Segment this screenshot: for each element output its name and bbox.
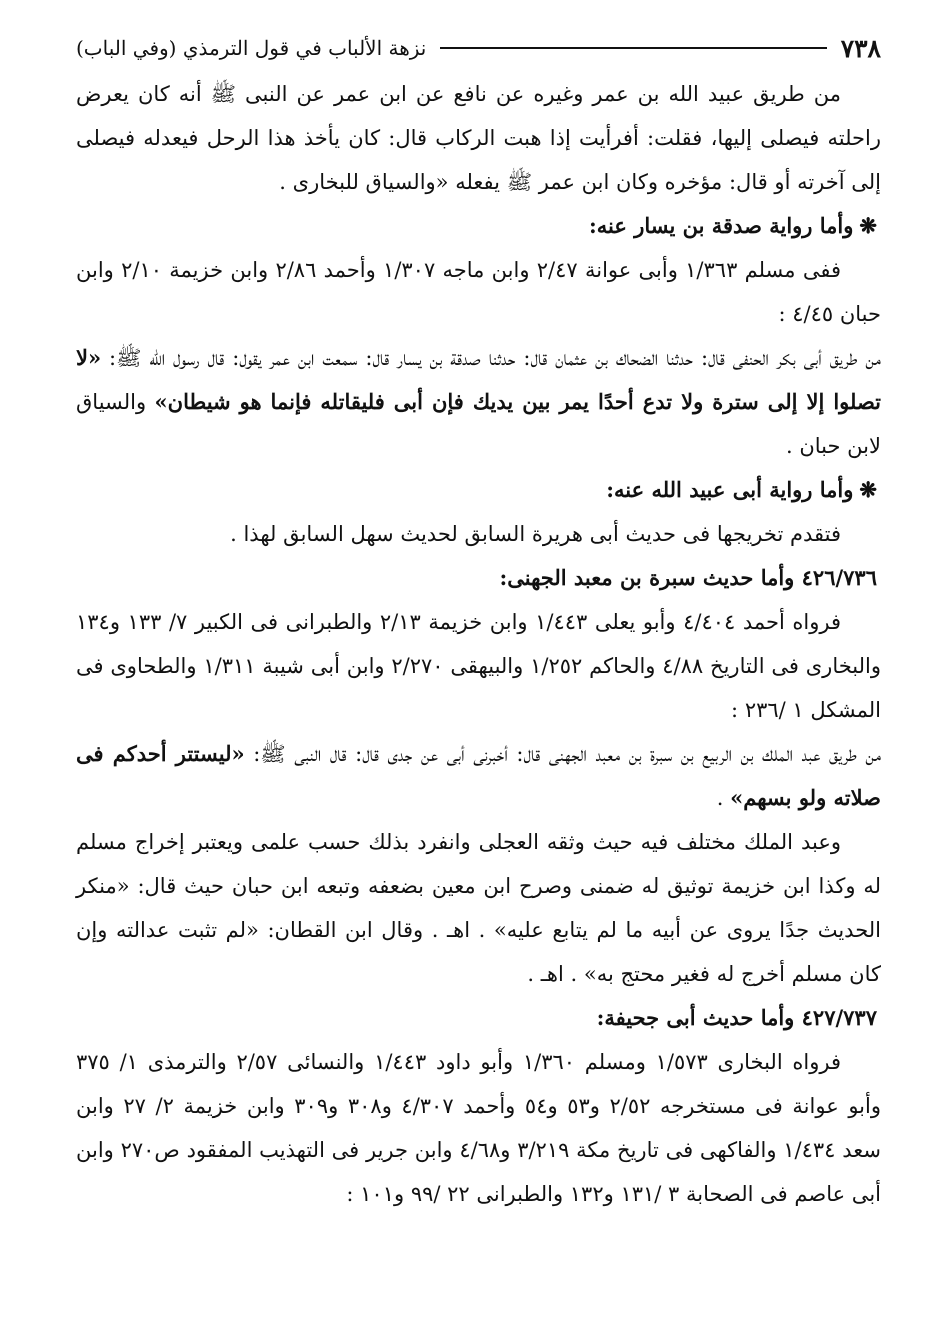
body-paragraph (76, 600, 881, 732)
page-number: ٧٣٨ (840, 33, 881, 63)
paragraph-text: فرواه أحمد ٤/٤٠٤ وأبو يعلى ١/٤٤٣ وابن خزيمة ٢/١٣ والطبرانى فى الكبير ٧/ ١٣٣ و١٣٤ والبخارى فى التاريخ ٤/٨٨ والحاكم ١/٢٥٢ والبيهقى ٢/٢٧٠ وابن أبى شيبة ١/٣١١ والطحاوى فى المشكل ١ /٢٣٦ : (76, 610, 881, 722)
body-paragraph (76, 248, 881, 336)
header-rule (440, 47, 826, 49)
section-heading-text: وأما رواية أبى عبيد الله عنه: (606, 477, 854, 502)
section-heading-text: وأما رواية صدقة بن يسار عنه: (589, 213, 854, 238)
body-paragraph (76, 1040, 881, 1216)
asterism-icon: ❋ (859, 477, 877, 502)
body-paragraph (76, 820, 881, 996)
paragraph-text: وعبد الملك مختلف فيه حيث وثقه العجلى وانفرد بذلك حسب علمى ويعتبر إخراج مسلم له وكذا ابن خزيمة توثيق له ضمنى وصرح ابن معين بضعفه وتبعه ابن حبان حيث قال: «منكر الحديث جدًا يروى عن أبيه ما لم يتابع عليه» . اهـ . وقال ابن القطان: «لم تثبت عدالته وإن كان مسلم أخرج له فغير محتج به» . اهـ . (76, 830, 881, 986)
page-body (76, 72, 881, 1216)
running-title: نزهة الألباب في قول الترمذي (وفي الباب) (76, 36, 427, 60)
asterism-icon: ❋ (859, 213, 877, 238)
paragraph-text: من طريق أبى بكر الحنفى قال: حدثنا الضحاك بن عثمان قال: حدثنا صدقة بن يسار قال: سمعت ابن عمر يقول: قال رسول الله ﷺ: (101, 346, 881, 370)
section-heading (76, 556, 881, 600)
paragraph-text: من طريق عبد الملك بن الربيع بن سبرة بن معبد الجهنى قال: أخبرنى أبى عن جدى قال: قال النبى ﷺ: (244, 742, 881, 766)
paragraph-text: فتقدم تخريجها فى حديث أبى هريرة السابق لحديث سهل السابق لهذا . (230, 522, 841, 546)
running-header (76, 30, 881, 66)
section-heading-text: ٤٢٧/٧٣٧ وأما حديث أبى جحيفة: (596, 1005, 877, 1030)
section-heading (76, 204, 881, 248)
paragraph-text: من طريق عبيد الله بن عمر وغيره عن نافع عن ابن عمر عن النبى ﷺ أنه كان يعرض راحلته فيصلى إليها، فقلت: أفرأيت إذا هبت الركاب قال: كان يأخذ هذا الرحل فيعدله فيصلى إلى آخرته أو قال: مؤخره وكان ابن عمر ﷺ يفعله «والسياق للبخارى . (76, 82, 881, 194)
section-heading (76, 468, 881, 512)
body-paragraph (76, 72, 881, 204)
body-paragraph (76, 336, 881, 468)
paragraph-text: . (716, 786, 731, 810)
hadith-quote: «لا تصلوا إلا إلى سترة ولا تدع أحدًا يمر بين يديك فإن أبى فليقاتله فإنما هو شيطان» (76, 345, 882, 414)
paragraph-text: ففى مسلم ١/٣٦٣ وأبى عوانة ٢/٤٧ وابن ماجه ١/٣٠٧ وأحمد ٢/٨٦ وابن خزيمة ٢/١٠ وابن حبان ٤/٤٥ : (76, 258, 881, 326)
body-paragraph (76, 512, 881, 556)
paragraph-text: فرواه البخارى ١/٥٧٣ ومسلم ١/٣٦٠ وأبو داود ١/٤٤٣ والنسائى ٢/٥٧ والترمذى ١/ ٣٧٥ وأبو عوانة فى مستخرجه ٢/٥٢ و٥٣ و٥٤ وأحمد ٤/٣٠٧ و٣٠٨ و٣٠٩ وابن خزيمة ٢/ ٢٧ وابن سعد ١/٤٣٤ والفاكهى فى تاريخ مكة ٣/٢١٩ و٤/٦٨ وابن جرير فى التهذيب المفقود ص٢٧٠ وابن أبى عاصم فى الصحابة ٣ /١٣١ و١٣٢ والطبرانى ٢٢ /٩٩ و١٠١ : (76, 1050, 881, 1206)
section-heading (76, 996, 881, 1040)
body-paragraph (76, 732, 881, 820)
hadith-quote: «ليستتر أحدكم فى صلاته ولو بسهم» (76, 741, 881, 810)
section-heading-text: ٤٢٦/٧٣٦ وأما حديث سبرة بن معبد الجهنى: (499, 565, 877, 590)
paragraph-text: والسياق لابن حبان . (76, 390, 881, 458)
